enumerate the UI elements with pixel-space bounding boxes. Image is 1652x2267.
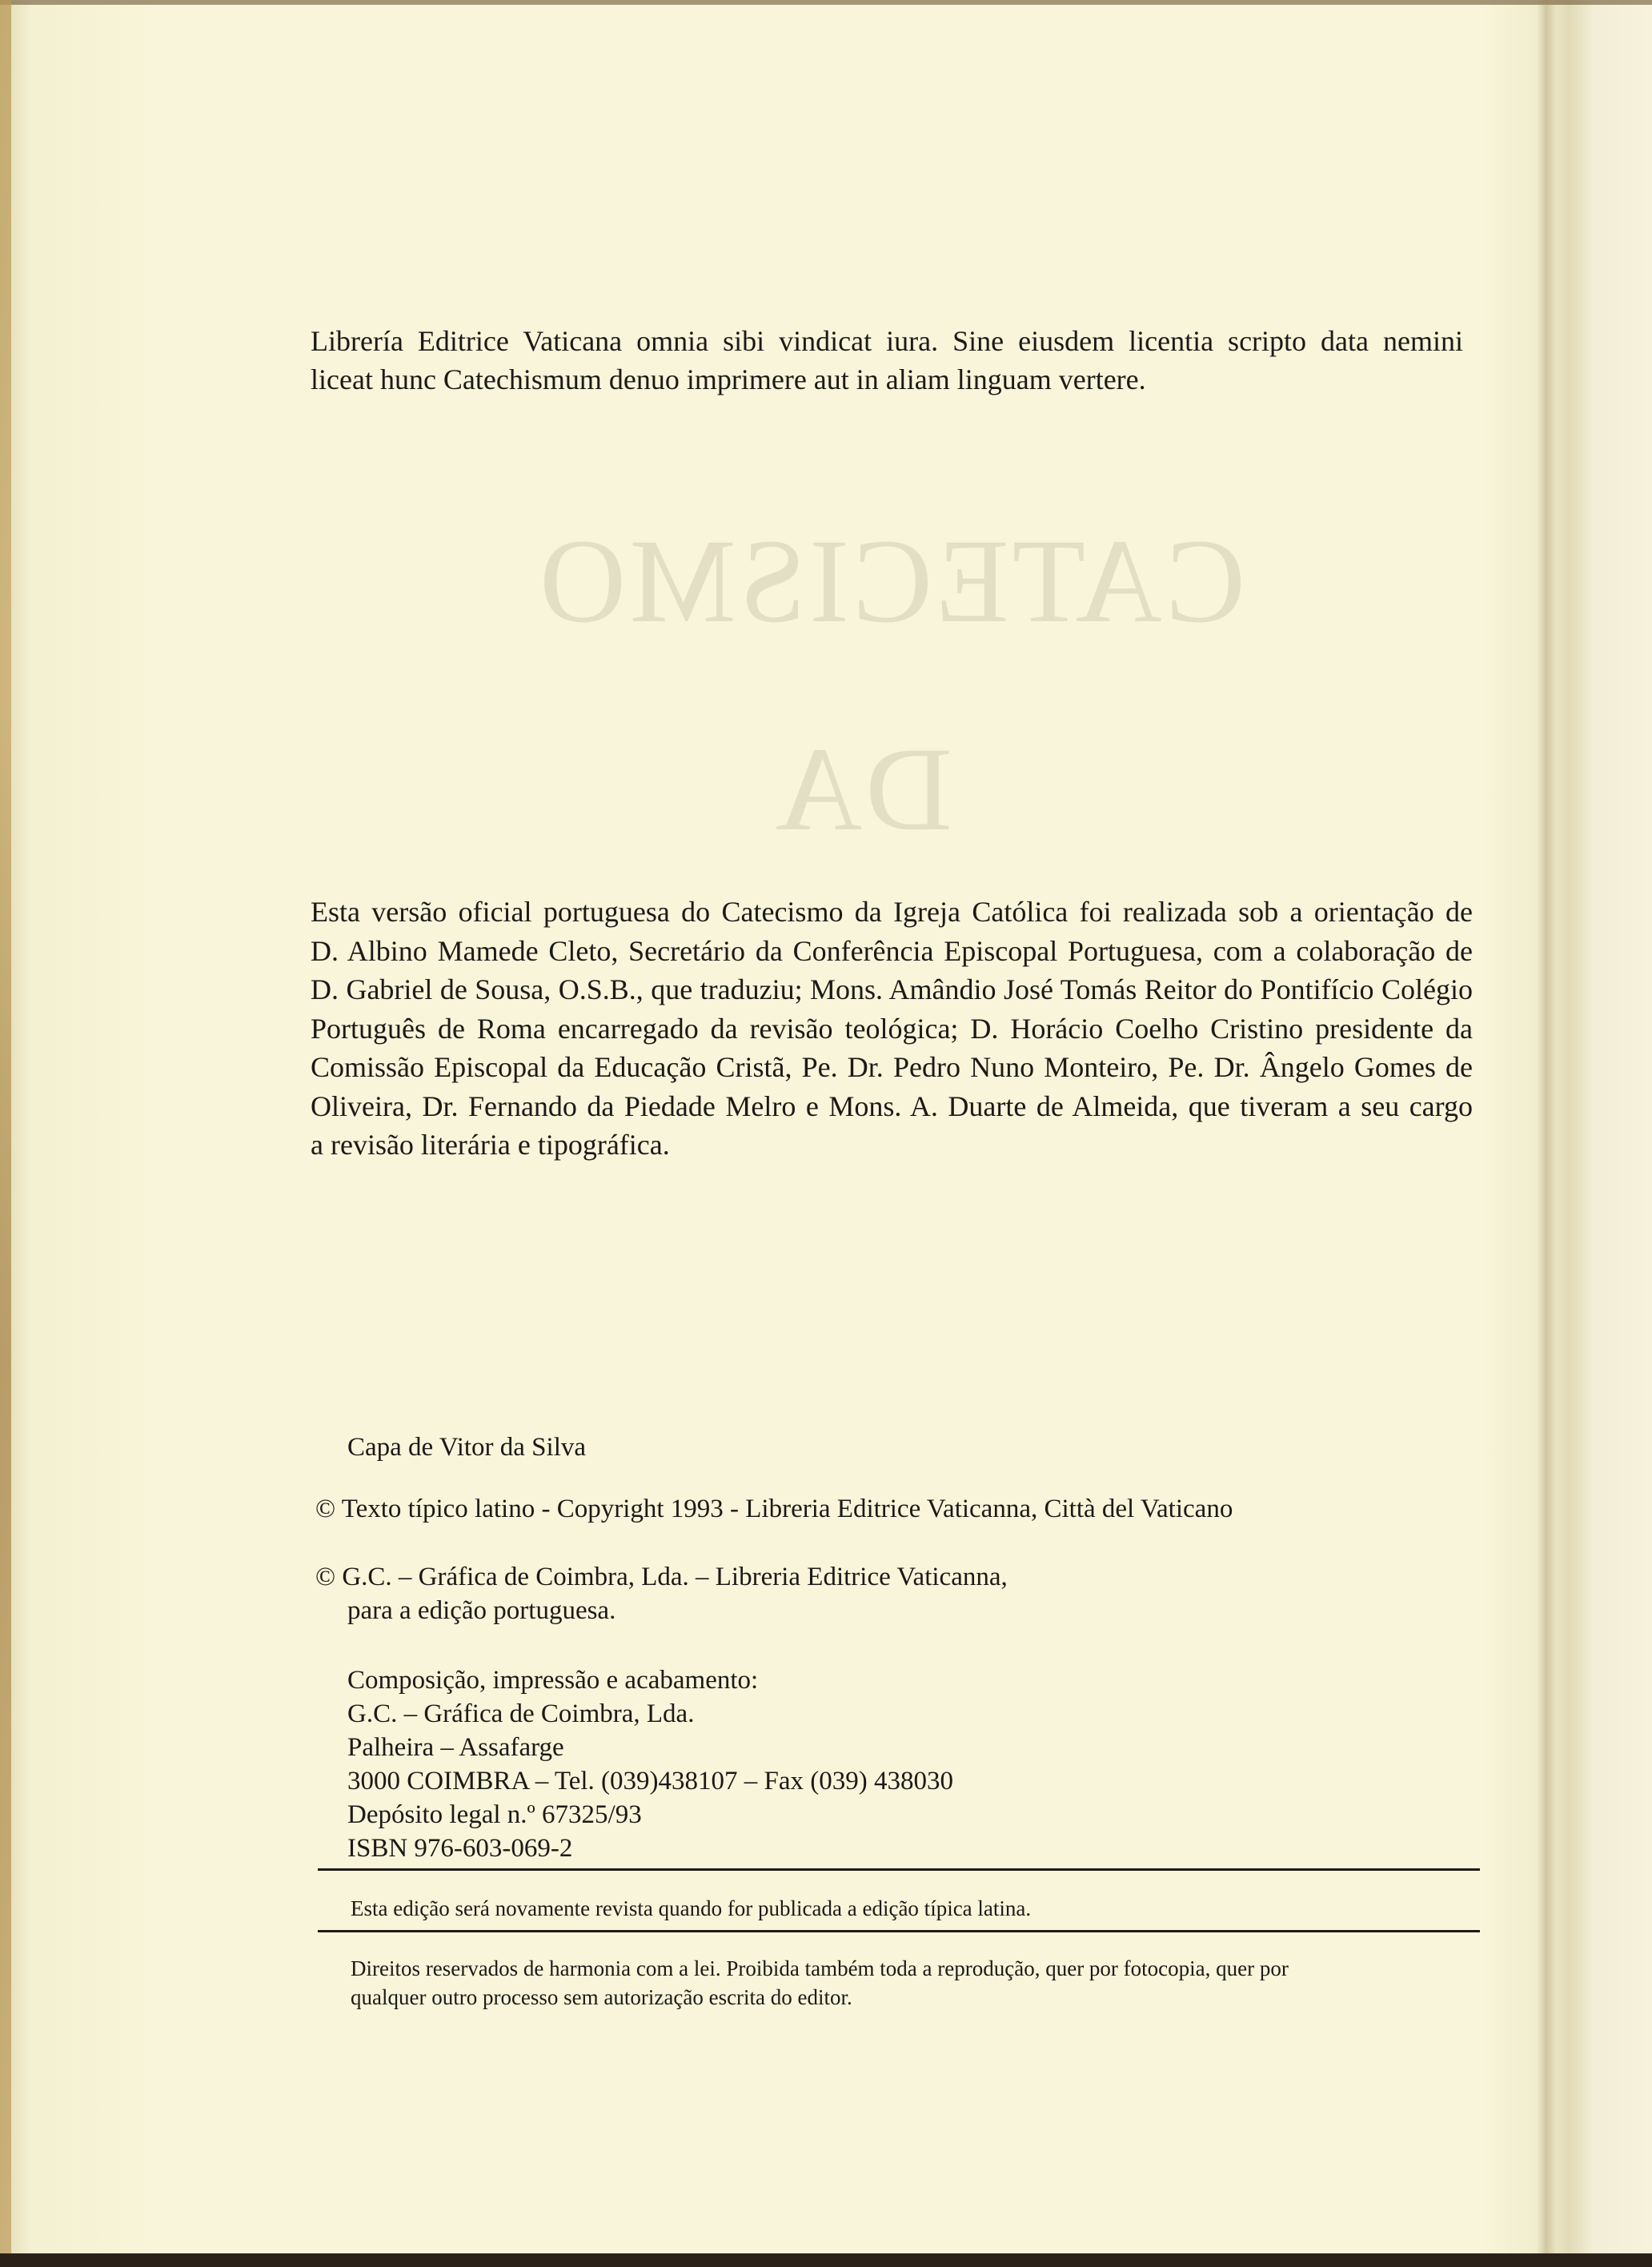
revision-note: Esta edição será novamente revista quando for publicada a edição típica latina. <box>351 1896 1032 1920</box>
page-left-edge <box>0 0 11 2267</box>
latin-copyright: © Texto típico latino - Copyright 1993 - Libreria Editrice Vaticanna, Città del Vaticano <box>315 1495 1233 1523</box>
translation-note <box>311 893 1473 1165</box>
translation-note-line: Esta versão oficial portuguesa do Catecismo da Igreja Católica foi realizada sob a orientação de <box>311 896 1473 928</box>
rights-notice-line: Direitos reservados de harmonia com a lei. Proibida também toda a reprodução, quer por fotocopia, quer por <box>351 1956 1289 1980</box>
printer-contact: 3000 COIMBRA – Tel. (039)438107 – Fax (039) 438030 <box>347 1767 953 1796</box>
cover-credit: Capa de Vitor da Silva <box>347 1433 587 1462</box>
printer-name: G.C. – Gráfica de Coimbra, Lda. <box>347 1699 695 1728</box>
translation-note-line: Comissão Episcopal da Educação Cristã, Pe. Dr. Pedro Nuno Monteiro, Pe. Dr. Ângelo Gomes de <box>311 1051 1473 1083</box>
translation-note-line: a revisão literária e tipográfica. <box>311 1129 670 1161</box>
legal-deposit: Depósito legal n.º 67325/93 <box>347 1800 642 1829</box>
divider-rule <box>318 1868 1480 1871</box>
production-label: Composição, impressão e acabamento: <box>347 1666 759 1695</box>
translation-note-line: D. Gabriel de Sousa, O.S.B., que traduziu; Mons. Amândio José Tomás Reitor do Pontifício Colégio <box>311 973 1473 1005</box>
show-through-title: CATECISMO <box>536 515 1246 648</box>
translation-note-line: D. Albino Mamede Cleto, Secretário da Conferência Episcopal Portuguesa, com a colaboração de <box>311 934 1473 967</box>
translation-note-line: Português de Roma encarregado da revisão teológica; D. Horácio Coelho Cristino presidente da <box>311 1012 1473 1045</box>
latin-rights-notice <box>311 322 1463 399</box>
printer-address: Palheira – Assafarge <box>347 1733 564 1762</box>
latin-notice-line: liceat hunc Catechismum denuo imprimere aut in aliam linguam vertere. <box>311 363 1146 395</box>
portuguese-copyright: © G.C. – Gráfica de Coimbra, Lda. – Libreria Editrice Vaticanna, <box>315 1563 1008 1591</box>
page-fold-shadow <box>1537 0 1556 2267</box>
portuguese-copyright-edition: para a edição portuguesa. <box>347 1596 616 1625</box>
page-top-edge <box>0 0 1652 5</box>
divider-rule <box>318 1930 1480 1932</box>
show-through-subtitle: DA <box>772 723 952 856</box>
translation-note-line: Oliveira, Dr. Fernando da Piedade Melro e Mons. A. Duarte de Almeida, que tiveram a seu cargo <box>311 1089 1473 1122</box>
rights-notice-line: qualquer outro processo sem autorização escrita do editor. <box>351 1985 852 2009</box>
latin-notice-line: Librería Editrice Vaticana omnia sibi vindicat iura. Sine eiusdem licentia scripto data nemini <box>311 325 1463 357</box>
isbn: ISBN 976-603-069-2 <box>347 1834 573 1863</box>
page-bottom-edge <box>0 2253 1652 2267</box>
